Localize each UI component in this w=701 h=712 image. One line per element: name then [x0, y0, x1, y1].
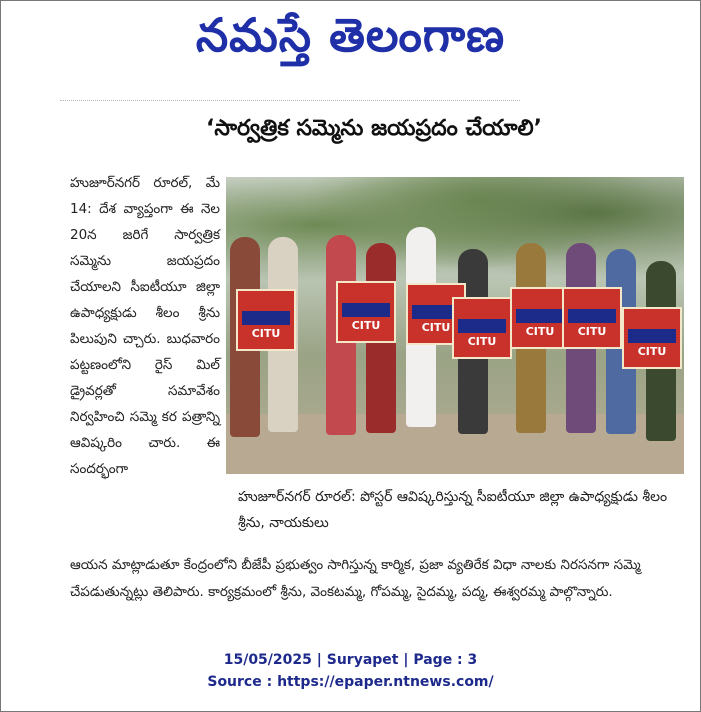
citu-poster	[452, 297, 512, 359]
newspaper-masthead: నమస్తే తెలంగాణ	[195, 8, 506, 62]
poster-label: CITU	[421, 321, 451, 334]
poster-band	[568, 309, 616, 323]
article-column-text: హుజూర్‌నగర్ రూరల్, మే 14: దేశ వ్యాప్తంగా ఈ నెల 20న జరిగే సార్వత్రిక సమ్మెను జయప్రదం చేయాలని సీఐటీయూ జిల్లా ఉపాధ్యక్షుడు శీలం శ్రీను పిలుపుని చ్చారు. బుధవారం పట్టణంలోని రైస్ మిల్ డ్రైవర్లతో సమావేశం నిర్వహించి సమ్మె కర పత్రాన్ని ఆవిష్కరిం చారు. ఈ సందర్భంగా	[70, 175, 220, 477]
poster-label: CITU	[525, 325, 555, 338]
photo-caption: హుజూర్‌నగర్ రూరల్: పోస్టర్ ఆవిష్కరిస్తున్న సీఐటీయూ జిల్లా ఉపాధ్యక్షుడు శీలం శ్రీను, నాయకులు	[238, 489, 668, 531]
poster-band	[342, 303, 390, 317]
masthead-rule	[60, 100, 520, 105]
footer-source: Source : https://epaper.ntnews.com/	[207, 674, 494, 690]
citu-poster	[236, 289, 296, 351]
poster-band	[242, 311, 290, 325]
poster-label: CITU	[467, 335, 497, 348]
poster-label: CITU	[577, 325, 607, 338]
citu-poster	[510, 287, 570, 349]
citu-poster	[336, 281, 396, 343]
poster-band	[628, 329, 676, 343]
article-photo	[226, 177, 684, 474]
article-bottom-text: ఆయన మాట్లాడుతూ కేంద్రంలోని బీజేపీ ప్రభుత్వం సాగిస్తున్న కార్మిక, ప్రజా వ్యతిరేక విధా నాలకు నిరసనగా సమ్మె చేపడుతున్నట్లు తెలిపారు. కార్యక్రమంలో శ్రీను, వెంకటమ్మ, గోపమ్మ, సైదమ్మ, పద్మ, ఈశ్వరమ్మ పాల్గొన్నారు.	[70, 557, 641, 600]
poster-band	[458, 319, 506, 333]
footer-date-edition: 15/05/2025 | Suryapet | Page : 3	[223, 652, 478, 668]
poster-band	[516, 309, 564, 323]
article-headline: ‘సార్వత్రిక సమ్మెను జయప్రదం చేయాలి’	[205, 116, 543, 141]
citu-poster	[562, 287, 622, 349]
poster-label: CITU	[351, 319, 381, 332]
citu-poster	[622, 307, 682, 369]
poster-label: CITU	[637, 345, 667, 358]
poster-label: CITU	[251, 327, 281, 340]
